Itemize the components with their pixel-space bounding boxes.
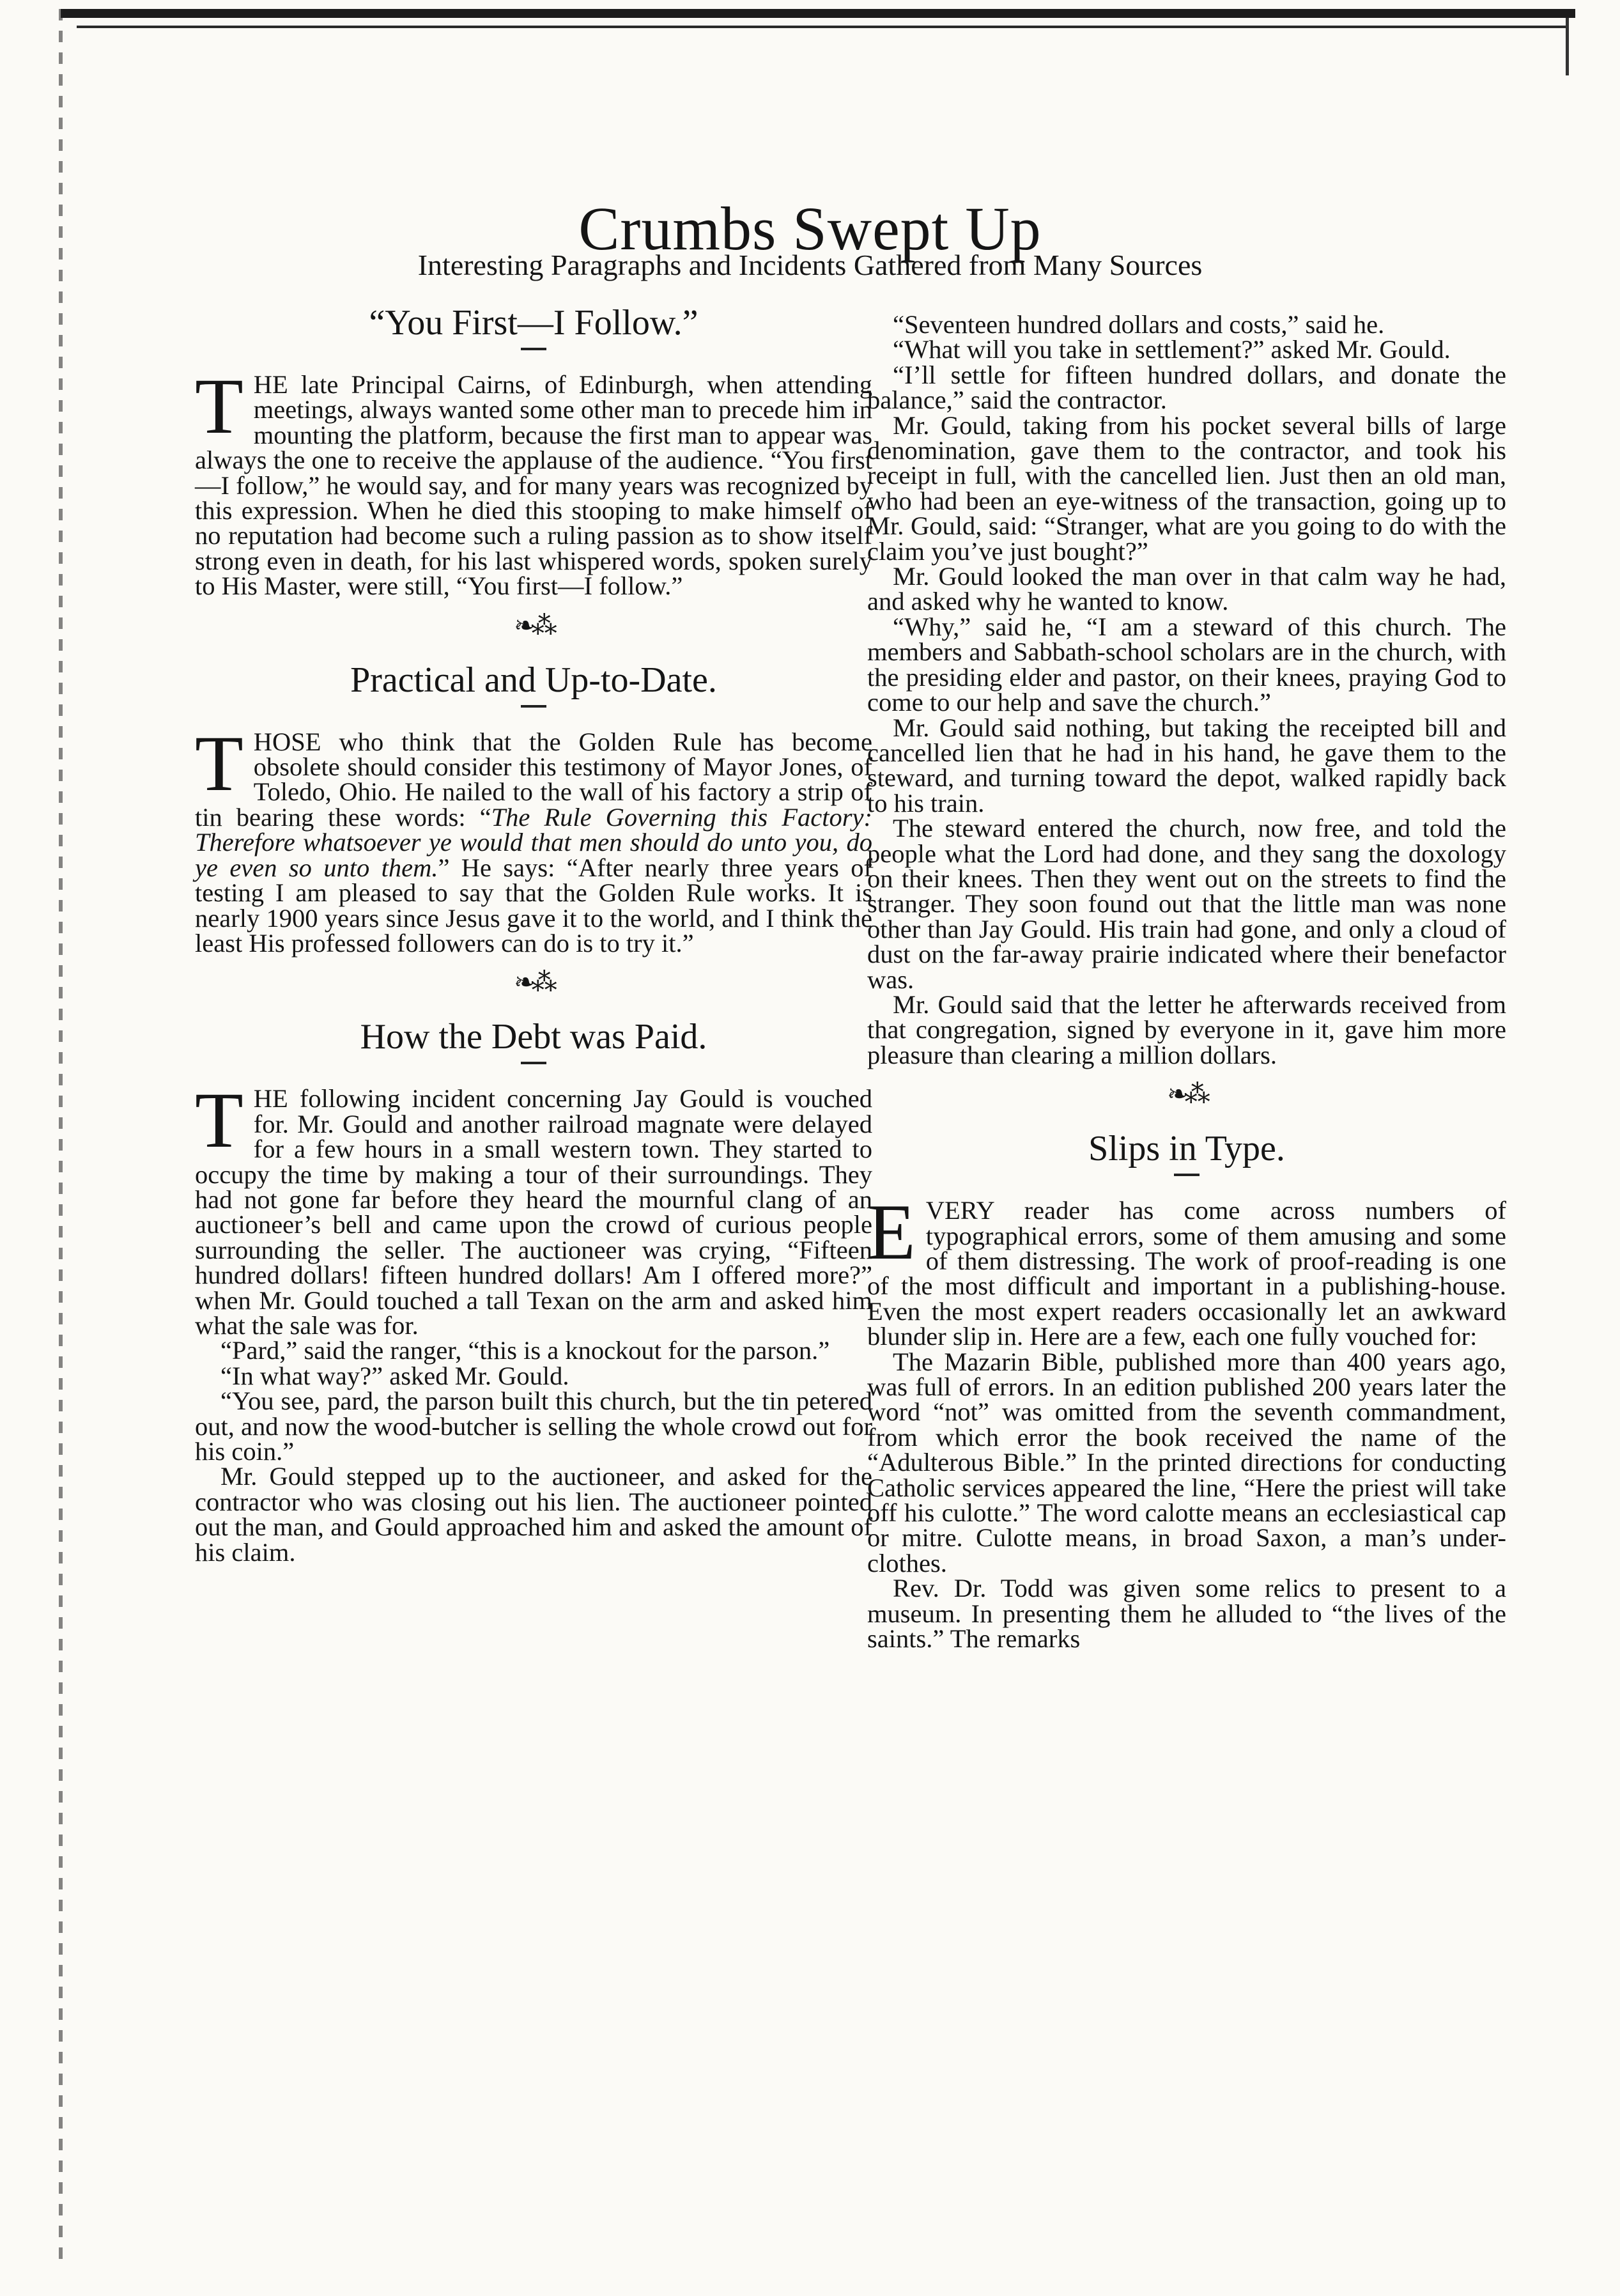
drop-cap: T (195, 719, 243, 807)
quoted-rule-text: The Rule Governing this Factory: Therefore whatsoever ye would that men should do unto you, do ye even so unto them. (195, 802, 872, 882)
article-paragraph: “I’ll settle for fifteen hundred dollars, and donate the balance,” said the contractor. (867, 360, 1506, 415)
heading-rule (1174, 1174, 1200, 1176)
ornament-icon: ❧⁂ (1167, 1080, 1207, 1109)
article-paragraph: Rev. Dr. Todd was given some relics to present to a museum. In presenting them he alluded to “the lives of the saints.” The remarks (867, 1574, 1506, 1654)
section-heading-debt: How the Debt was Paid. (360, 1017, 707, 1057)
article-paragraph: Mr. Gould said that the letter he afterwards received from that congregation, signed by everyone in it, gave him more pleasure than clearing a million dollars. (867, 989, 1506, 1069)
article-paragraph: Mr. Gould said nothing, but taking the receipted bill and cancelled lien that he had in his hand, he gave them to the steward, and turning toward the depot, walked rapidly back to his train. (867, 713, 1506, 818)
article-paragraph: “In what way?” asked Mr. Gould. (220, 1361, 569, 1390)
article-paragraph: “Seventeen hundred dollars and costs,” said he. (893, 310, 1385, 339)
article-paragraph: “You see, pard, the parson built this church, but the tin petered out, and now the wood-butcher is selling the whole crowd out for his coin.” (195, 1386, 872, 1466)
left-column (195, 300, 872, 1565)
heading-rule (521, 705, 546, 708)
drop-cap: E (867, 1188, 916, 1276)
article-paragraph: EVERY reader has come across numbers of typographical errors, some of them amusing and some of them distressing. The work of proof-reading is one of the most difficult and important in a publishing-house. Even the most expert readers occasionally let an awkward blunder slip in. Here are a few, each one fully vouched for: (867, 1188, 1506, 1351)
page-edge-left (59, 9, 63, 2265)
article-paragraph: THE following incident concerning Jay Gould is vouched for. Mr. Gould and another railroad magnate were delayed for a few hours in a small western town. They started to occupy the time by making a tour of their surroundings. They had not gone far before they heard the mournful clang of an auctioneer’s bell and came upon the crowd of curious people surrounding the seller. The auctioneer was crying, “Fifteen hundred dollars! fifteen hundred dollars! Am I offered more?” when Mr. Gould touched a tall Texan on the arm and asked him what the sale was for. (195, 1076, 872, 1340)
section-heading-practical: Practical and Up-to-Date. (350, 660, 717, 700)
page-edge-right (1566, 18, 1569, 75)
ornament-icon: ❧⁂ (514, 610, 553, 640)
drop-cap: T (195, 1076, 243, 1165)
article-paragraph: “Why,” said he, “I am a steward of this church. The members and Sabbath-school scholars are in the church, with the presiding elder and pastor, on their knees, praying God to come to our help and save the church.” (867, 612, 1506, 717)
heading-rule (521, 348, 546, 350)
page-rule-top (77, 26, 1566, 28)
page-title: Crumbs Swept Up (578, 194, 1042, 263)
section-heading-you-first: “You First—I Follow.” (369, 303, 698, 343)
heading-rule (521, 1062, 546, 1064)
drop-cap: T (195, 362, 243, 450)
page-edge-top (61, 9, 1575, 18)
section-heading-slips: Slips in Type. (1088, 1129, 1285, 1169)
ornament-icon: ❧⁂ (514, 968, 553, 997)
article-paragraph: THE late Principal Cairns, of Edinburgh, when attending meetings, always wanted some other man to precede him in mounting the platform, because the first man to appear was always the one to receive the applause of the audience. “You first—I follow,” he would say, and for many years was recognized by this expression. When he died this stooping to make himself of no reputation had become such a ruling passion as to show itself strong even in death, for his last whispered words, spoken surely to His Master, were still, “You first—I follow.” (195, 362, 872, 601)
article-paragraph: Mr. Gould looked the man over in that calm way he had, and asked why he wanted to know. (867, 562, 1506, 616)
article-paragraph: Mr. Gould stepped up to the auctioneer, and asked for the contractor who was closing out his lien. The auctioneer pointed out the man, and Gould approached him and asked the amount of his claim. (195, 1462, 872, 1567)
article-paragraph: The Mazarin Bible, published more than 400 years ago, was full of errors. In an edition published 200 years later the word “not” was omitted from the seventh commandment, from which error the book received the name of the “Adulterous Bible.” In the printed directions for conducting Catholic services appeared the line, “Here the priest will take off his culotte.” The word calotte means an ecclesiastical cap or mitre. Culotte means, in broad Saxon, a man’s under-clothes. (867, 1347, 1506, 1578)
article-paragraph: “Pard,” said the ranger, “this is a knockout for the parson.” (220, 1336, 830, 1365)
article-paragraph: THOSE who think that the Golden Rule has become obsolete should consider this testimony of Mayor Jones, of Toledo, Ohio. He nailed to the wall of his factory a strip of tin bearing these words: “The Rule Governing this Factory: Therefore whatsoever ye would that men should do unto you, do ye even so unto them.” He says: “After nearly three years of testing I am pleased to say that the Golden Rule works. It is nearly 1900 years since Jesus gave it to the world, and I think the least His professed followers can do is to try it.” (195, 719, 872, 958)
page-subtitle: Interesting Paragraphs and Incidents Gathered from Many Sources (417, 249, 1203, 281)
article-paragraph: The steward entered the church, now free, and told the people what the Lord had done, and they sang the doxology on their knees. Then they went out on the streets to find the stranger. They soon found out that the little man was none other than Jay Gould. His train had gone, and only a cloud of dust on the far-away prairie indicated where their benefactor was. (867, 814, 1506, 994)
article-paragraph: “What will you take in settlement?” asked Mr. Gould. (893, 335, 1451, 364)
article-paragraph: Mr. Gould, taking from his pocket several bills of large denomination, gave them to the contractor, and took his receipt in full, with the cancelled lien. Just then an old man, who had been an eye-witness of the transaction, going up to Mr. Gould, said: “Stranger, what are you going to do with the claim you’ve just bought?” (867, 410, 1506, 566)
right-column (867, 312, 1506, 1652)
